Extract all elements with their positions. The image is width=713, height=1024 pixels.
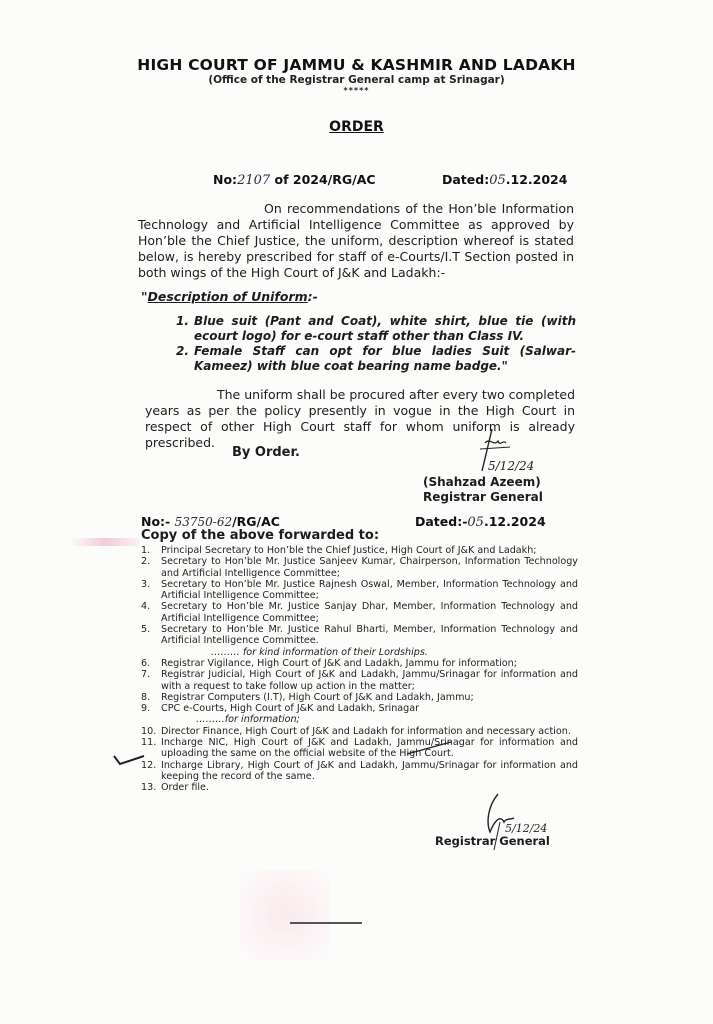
order-number-handwritten: 2107 <box>237 173 271 188</box>
signatory-name: (Shahzad Azeem) <box>423 475 541 489</box>
item-number: 7. <box>141 669 151 681</box>
item-number: 13. <box>141 782 157 794</box>
description-heading <box>141 289 318 304</box>
order-number <box>213 172 376 188</box>
stamp-smudge <box>70 538 140 546</box>
endorsement-number <box>141 514 280 529</box>
list-item <box>141 726 578 737</box>
list-item <box>141 703 578 714</box>
endorsement-number-prefix: No:- <box>141 514 171 529</box>
list-item <box>141 624 578 647</box>
item-text: Incharge NIC, High Court of J&K and Ladakh, Jammu/Srinagar for information and uploading the same on the official website of the High Court. <box>161 737 578 760</box>
forwarding-list <box>141 545 578 794</box>
item-number: 1. <box>141 545 151 556</box>
order-date-handwritten: 05 <box>489 173 506 188</box>
endorsement-date-suffix: .12.2024 <box>483 514 546 529</box>
information-note: ………for information; <box>196 714 300 726</box>
item-text: CPC e-Courts, High Court of J&K and Ladakh, Srinagar <box>161 703 420 715</box>
list-item <box>141 760 578 783</box>
signature-date: 5/12/24 <box>488 459 535 473</box>
item-text: Secretary to Hon’ble Mr. Justice Sanjay Dhar, Member, Information Technology and Artificial Intelligence Committee; <box>161 601 578 624</box>
intro-paragraph <box>138 201 574 281</box>
order-title: ORDER <box>329 119 384 135</box>
endorsement-date-handwritten: 05 <box>467 515 484 530</box>
list-item <box>176 344 576 374</box>
description-heading-text: Description of Uniform <box>147 289 308 304</box>
list-item <box>141 669 578 692</box>
uniform-description-list <box>176 314 576 374</box>
item-number: 1. <box>176 314 189 328</box>
list-item <box>141 556 578 579</box>
item-text: Director Finance, High Court of J&K and Ladakh for information and necessary action. <box>161 725 571 737</box>
list-item <box>141 658 578 669</box>
copy-forwarded-heading: Copy of the above forwarded to: <box>141 528 380 543</box>
item-text: Registrar Computers (I.T), High Court of J&K and Ladakh, Jammu; <box>161 691 474 703</box>
item-text: Registrar Vigilance, High Court of J&K and Ladakh, Jammu for information; <box>161 657 517 669</box>
court-name-heading: HIGH COURT OF JAMMU & KASHMIR AND LADAKH <box>137 56 576 74</box>
list-item <box>141 545 578 556</box>
item-number: 3. <box>141 578 151 590</box>
list-item <box>141 579 578 602</box>
description-heading-suffix: :- <box>307 289 318 304</box>
endorsement-number-suffix: /RG/AC <box>232 514 280 529</box>
procurement-paragraph-text: The uniform shall be procured after every two completed years as per the policy presently in vogue in the High Court in respect of other High Court staff for whom uniform is already prescribed. <box>145 387 575 450</box>
item-text: Secretary to Hon’ble Mr. Justice Sanjeev Kumar, Chairperson, Information Technology and Artificial Intelligence Committee; <box>161 556 578 579</box>
signature-date-2: 5/12/24 <box>505 822 548 835</box>
office-subtitle: (Office of the Registrar General camp at Srinagar) <box>208 74 505 86</box>
endorsement-signatory-designation: Registrar General <box>435 834 550 848</box>
item-text: Incharge Library, High Court of J&K and Ladakh, Jammu/Srinagar for information and keeping the record of the same. <box>161 759 578 782</box>
stamp-wash <box>240 870 330 960</box>
item-number: 9. <box>141 703 151 715</box>
bottom-rule <box>290 922 362 924</box>
item-number: 11. <box>141 737 157 749</box>
list-item <box>141 737 578 760</box>
endorsement-date-prefix: Dated:- <box>415 514 468 529</box>
intro-paragraph-text: On recommendations of the Hon’ble Information Technology and Artificial Intelligence Committee as approved by Hon’ble the Chief Justice, the uniform, description whereof is stated below, is hereby prescribed for staff of e-Courts/I.T Section posted in both wings of the High Court of J&K and Ladakh:- <box>138 201 574 280</box>
quote-mark: " <box>141 289 148 304</box>
item-number: 2. <box>176 344 189 358</box>
item-text: Secretary to Hon’ble Mr. Justice Rahul Bharti, Member, Information Technology and Artificial Intelligence Committee. <box>161 624 578 647</box>
item-text: Secretary to Hon’ble Mr. Justice Rajnesh Oswal, Member, Information Technology and Artificial Intelligence Committee; <box>161 578 578 602</box>
endorsement-number-handwritten: 53750-62 <box>174 515 233 529</box>
item-number: 6. <box>141 657 151 669</box>
endorsement-date <box>415 514 546 530</box>
order-number-suffix: of 2024/RG/AC <box>270 172 376 187</box>
lordships-note: ……… for kind information of their Lordships. <box>211 646 428 658</box>
item-text: Order file. <box>161 782 209 794</box>
item-number: 10. <box>141 725 157 737</box>
item-text: Blue suit (Pant and Coat), white shirt, blue tie (with ecourt logo) for e-court staff other than Class IV. <box>194 314 576 343</box>
item-number: 8. <box>141 691 151 703</box>
item-text: Principal Secretary to Hon’ble the Chief Justice, High Court of J&K and Ladakh; <box>161 545 537 556</box>
list-item <box>141 692 578 703</box>
order-date <box>442 172 567 188</box>
list-item <box>141 601 578 624</box>
by-order-label: By Order. <box>232 445 300 460</box>
item-number: 4. <box>141 601 151 613</box>
signatory-designation: Registrar General <box>423 490 543 504</box>
order-date-prefix: Dated: <box>442 172 490 187</box>
item-text: Female Staff can opt for blue ladies Suit (Salwar-Kameez) with blue coat bearing name badge." <box>194 344 576 373</box>
item-text: Registrar Judicial, High Court of J&K and Ladakh, Jammu/Srinagar for information and with a request to take follow up action in the matter; <box>161 669 578 692</box>
item-number: 5. <box>141 624 151 636</box>
order-date-suffix: .12.2024 <box>505 172 568 187</box>
list-item <box>176 314 576 344</box>
handwritten-stroke <box>405 738 455 758</box>
item-number: 12. <box>141 759 157 771</box>
item-number: 2. <box>141 556 151 568</box>
header-separator-stars: ***** <box>343 86 370 95</box>
handwritten-tick-mark <box>112 750 152 770</box>
order-number-prefix: No: <box>213 172 238 187</box>
